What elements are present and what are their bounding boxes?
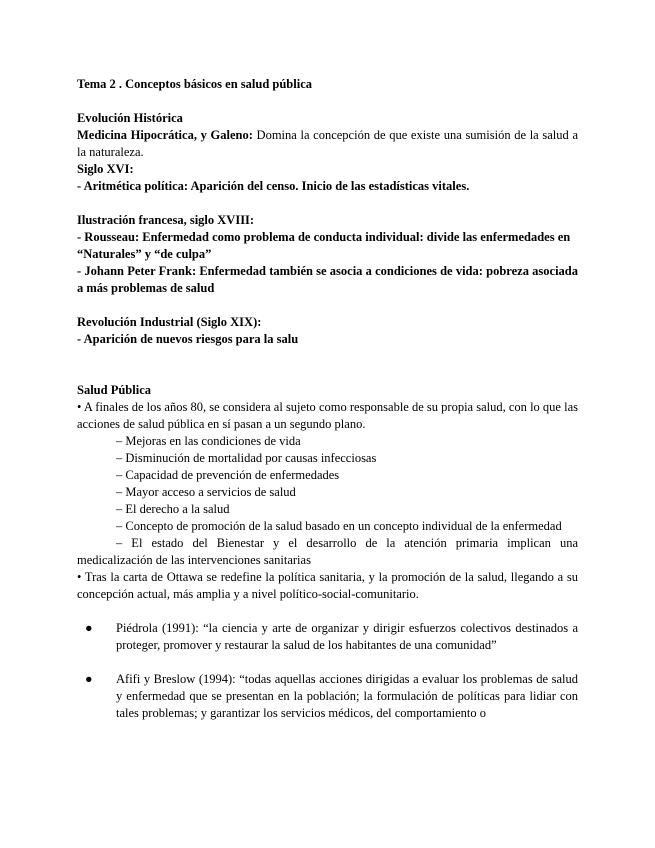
naturales-line: “Naturales” y “de culpa” [77,247,212,261]
list-item: – Mejoras en las condiciones de vida [116,434,301,448]
medicina-label: Medicina Hipocrática, y Galeno: [77,128,253,142]
list-item: – Concepto de promoción de la salud basado en un concepto individual de la enfermedad [116,519,562,533]
section-heading-salud-publica: Salud Pública [77,383,151,397]
bienestar-paragraph: – El estado del Bienestar y el desarrollo de la atención primaria implican una medicalización de las intervenciones sanitarias [77,536,578,567]
siglo-xvi-heading: Siglo XVI: [77,162,134,176]
medicina-text: Domina la concepción de que existe una sumisión de la salud a la naturaleza. [77,128,578,159]
aritmetica-line: - Aritmética política: Aparición del censo. Inicio de las estadísticas vitales. [77,179,470,193]
section-heading-ilustracion: Ilustración francesa, siglo XVIII: [77,213,255,227]
rousseau-line: - Rousseau: Enfermedad como problema de conducta individual: divide las enfermedades en [77,230,571,244]
list-item: – El derecho a la salud [116,502,230,516]
section-heading-evolucion: Evolución Histórica [77,111,183,125]
definitions-list [77,620,578,722]
list-item: – Disminución de mortalidad por causas infecciosas [116,451,377,465]
medicina-paragraph [77,127,578,161]
document-title: Tema 2 . Conceptos básicos en salud pública [77,77,312,91]
salud-publica-intro: • A finales de los años 80, se considera al sujeto como responsable de su propia salud, con lo que las acciones de salud pública en sí pasan a un segundo plano. [77,400,578,431]
definition-text: Piédrola (1991): “la ciencia y arte de organizar y dirigir esfuerzos colectivos destinados a proteger, promover y restaurar la salud de los habitantes de una comunidad” [116,621,578,652]
bullet-icon: ● [85,621,93,635]
list-item: – Capacidad de prevención de enfermedades [116,468,340,482]
definition-text: Afifi y Breslow (1994): “todas aquellas acciones dirigidas a evaluar los problemas de salud y enfermedad que se presentan en la población; la formulación de políticas para lidiar con tales problemas; y garantizar los servicios médicos, del comportamiento o [116,672,578,720]
document-body [77,76,578,722]
bullet-icon: ● [85,672,93,686]
frank-line: - Johann Peter Frank: Enfermedad también se asocia a condiciones de vida: pobreza asociada a más problemas de salud [77,264,578,295]
riesgos-line: - Aparición de nuevos riesgos para la salu [77,332,299,346]
section-heading-revolucion: Revolución Industrial (Siglo XIX): [77,315,262,329]
definition-item-piedrola [77,620,578,654]
ottawa-paragraph: • Tras la carta de Ottawa se redefine la política sanitaria, y la promoción de la salud, llegando a su concepción actual, más amplia y a nivel político-social-comunitario. [77,570,578,601]
definition-item-afifi [77,671,578,722]
list-item: – Mayor acceso a servicios de salud [116,485,296,499]
